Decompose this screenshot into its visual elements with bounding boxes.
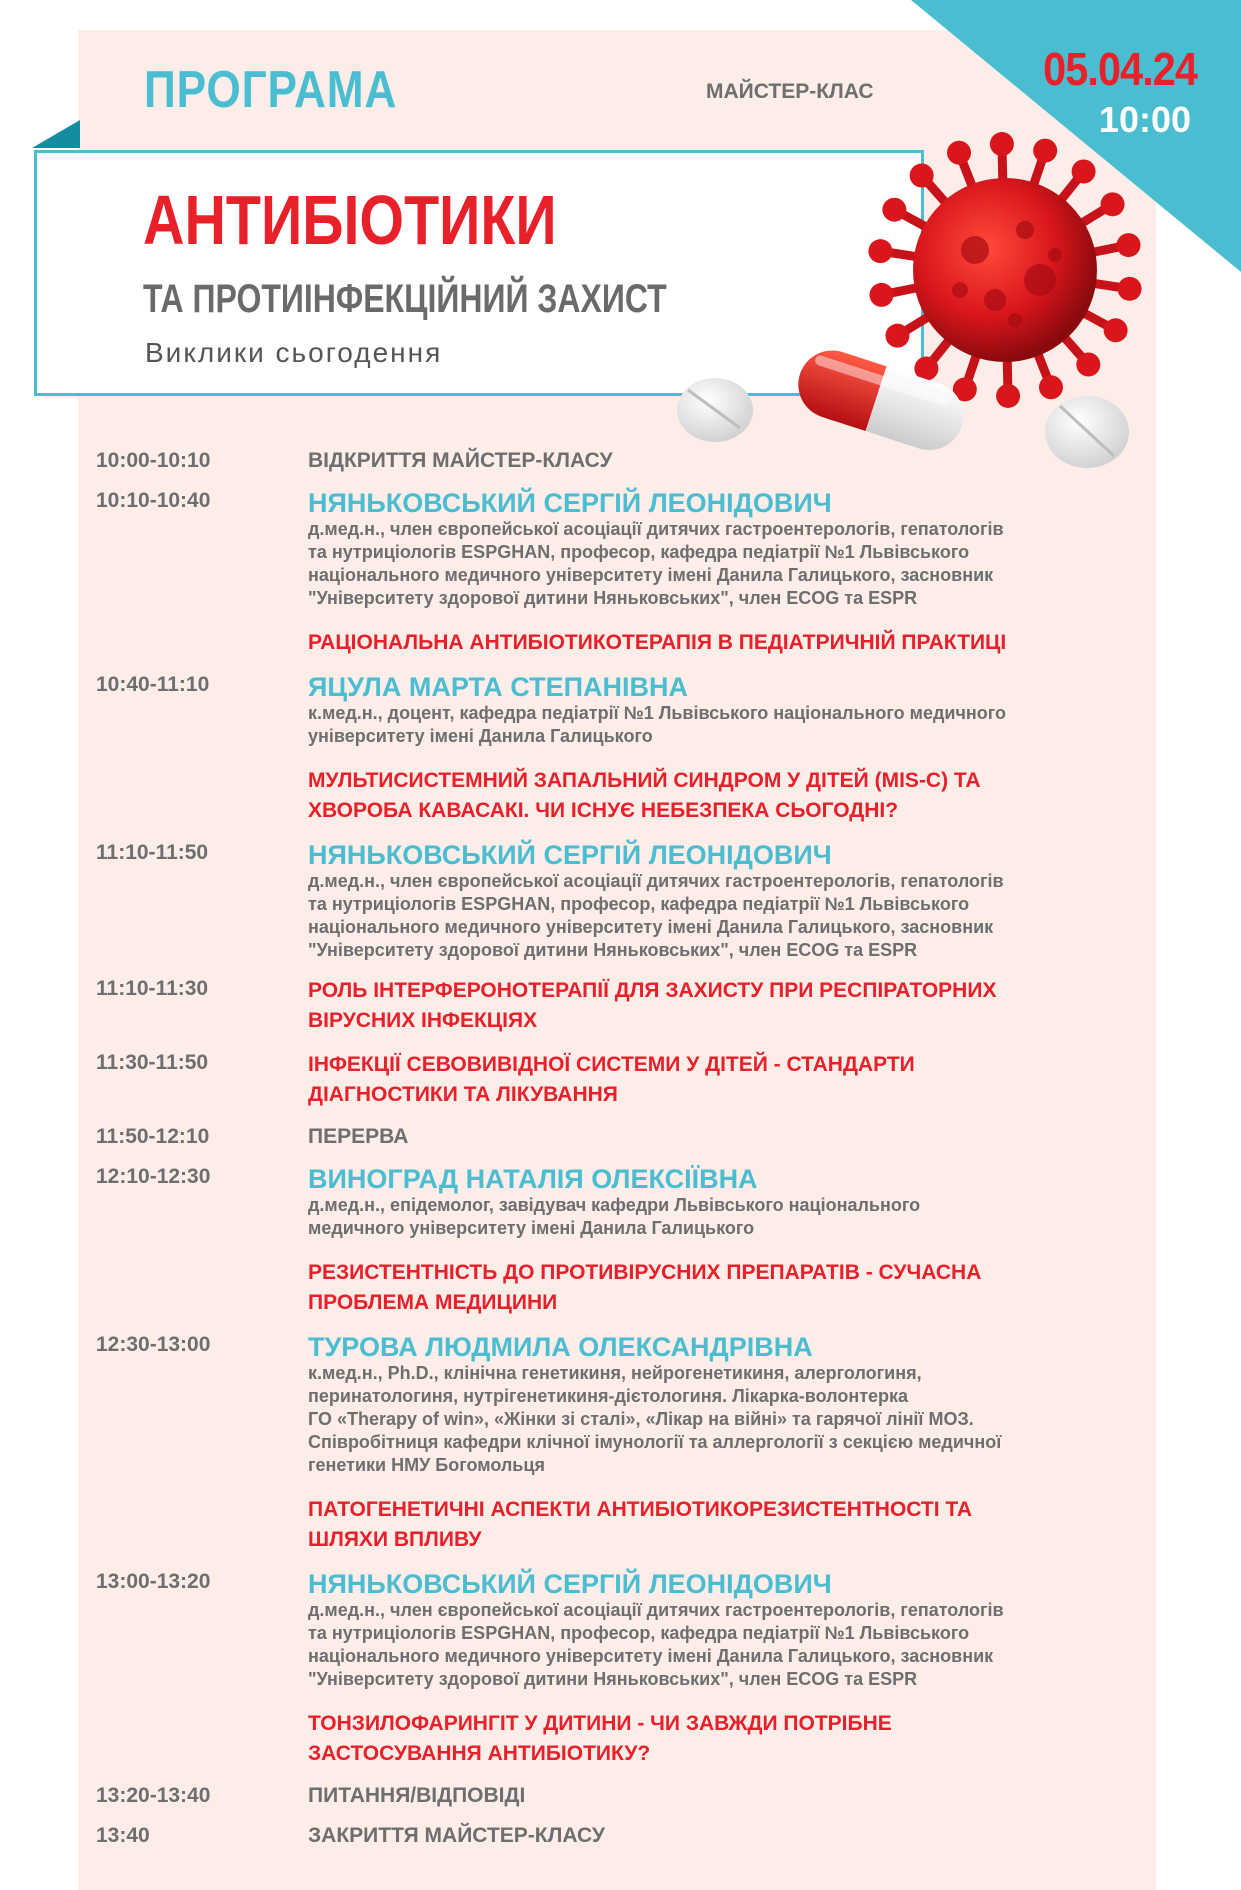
title-box-tab xyxy=(32,120,80,148)
talk-title: ПАТОГЕНЕТИЧНІ АСПЕКТИ АНТИБІОТИКОРЕЗИСТЕНТНОСТІ ТА xyxy=(308,1498,973,1521)
schedule-row xyxy=(96,448,1136,474)
subtitle: ТА ПРОТИІНФЕКЦІЙНИЙ ЗАХИСТ xyxy=(143,277,667,321)
tagline: Виклики сьогодення xyxy=(145,337,443,368)
speaker-credentials: "Університету здорової дитини Няньковських", член ECOG та ESPR xyxy=(308,1669,918,1689)
program-label: ПРОГРАМА xyxy=(144,61,398,119)
talk-title: ШЛЯХИ ВПЛИВУ xyxy=(308,1528,482,1551)
virus-icon xyxy=(868,132,1141,408)
schedule-content xyxy=(308,1783,1136,1809)
schedule-content xyxy=(308,1124,1136,1150)
talk-title: РАЦІОНАЛЬНА АНТИБІОТИКОТЕРАПІЯ В ПЕДІАТРИЧНІЙ ПРАКТИЦІ xyxy=(308,631,1007,654)
schedule-item-label: ПЕРЕРВА xyxy=(308,1125,409,1148)
schedule-item-label: ВІДКРИТТЯ МАЙСТЕР-КЛАСУ xyxy=(308,449,613,472)
schedule-item-label: ЗАКРИТТЯ МАЙСТЕР-КЛАСУ xyxy=(308,1824,605,1847)
schedule-row xyxy=(96,1124,1136,1150)
schedule-time: 13:00-13:20 xyxy=(96,1570,211,1593)
schedule-time: 12:10-12:30 xyxy=(96,1165,211,1188)
event-time: 10:00 xyxy=(1098,99,1191,140)
schedule-content xyxy=(308,448,1136,474)
talk-title: ВІРУСНИХ ІНФЕКЦІЯХ xyxy=(308,1009,538,1032)
speaker-name: ВИНОГРАД НАТАЛІЯ ОЛЕКСІЇВНА xyxy=(308,1164,758,1194)
main-title: АНТИБІОТИКИ xyxy=(143,181,557,259)
capsule-icon xyxy=(789,342,972,459)
talk-title: РОЛЬ ІНТЕРФЕРОНОТЕРАПІЇ ДЛЯ ЗАХИСТУ ПРИ РЕСПІРАТОРНИХ xyxy=(308,979,997,1002)
schedule-time: 10:00-10:10 xyxy=(96,449,211,472)
schedule-content xyxy=(308,840,1136,962)
speaker-credentials: медичного університету імені Данила Галицького xyxy=(308,1218,755,1238)
speaker-credentials: д.мед.н., член європейської асоціації дитячих гастроентерологів, гепатологів xyxy=(308,1600,1004,1620)
schedule-time: 12:30-13:00 xyxy=(96,1333,211,1356)
tablet-left-icon xyxy=(677,378,753,442)
talk-title: ІНФЕКЦІЇ СЕВОВИВІДНОЇ СИСТЕМИ У ДІТЕЙ - СТАНДАРТИ xyxy=(308,1053,915,1076)
talk-title: РЕЗИСТЕНТНІСТЬ ДО ПРОТИВІРУСНИХ ПРЕПАРАТІВ - СУЧАСНА xyxy=(308,1261,982,1284)
speaker-credentials: національного медичного університету імені Данила Галицького, засновник xyxy=(308,917,994,937)
virus-and-pills-illustration xyxy=(640,110,1160,480)
speaker-name: НЯНЬКОВСЬКИЙ СЕРГІЙ ЛЕОНІДОВИЧ xyxy=(308,488,832,518)
speaker-credentials: та нутриціологів ESPGHAN, професор, кафедра педіатрії №1 Львівського xyxy=(308,894,970,914)
speaker-credentials: д.мед.н., епідемолог, завідувач кафедри Львівського національного xyxy=(308,1195,921,1215)
speaker-name: НЯНЬКОВСЬКИЙ СЕРГІЙ ЛЕОНІДОВИЧ xyxy=(308,1569,832,1599)
schedule-row xyxy=(96,1823,1136,1849)
schedule-time: 11:30-11:50 xyxy=(96,1051,209,1074)
schedule-content xyxy=(308,488,1136,658)
speaker-credentials: генетики НМУ Богомольця xyxy=(308,1455,545,1475)
schedule-content xyxy=(308,976,1136,1036)
schedule-time: 11:50-12:10 xyxy=(96,1125,210,1148)
schedule-content xyxy=(308,1823,1136,1849)
speaker-credentials: Співробітниця кафедри клічної імунології та аллергології з секцією медичної xyxy=(308,1432,1002,1452)
speaker-name: ЯЦУЛА МАРТА СТЕПАНІВНА xyxy=(308,672,689,702)
schedule-row xyxy=(96,672,1136,826)
schedule-row xyxy=(96,840,1136,962)
event-date: 05.04.24 xyxy=(1043,43,1197,95)
speaker-credentials: та нутриціологів ESPGHAN, професор, кафедра педіатрії №1 Львівського xyxy=(308,1623,970,1643)
schedule-row xyxy=(96,1050,1136,1110)
schedule-content xyxy=(308,1050,1136,1110)
schedule-time: 10:10-10:40 xyxy=(96,489,211,512)
speaker-credentials: д.мед.н., член європейської асоціації дитячих гастроентерологів, гепатологів xyxy=(308,519,1004,539)
schedule-content xyxy=(308,1569,1136,1769)
speaker-credentials: національного медичного університету імені Данила Галицького, засновник xyxy=(308,565,994,585)
schedule-time: 11:10-11:50 xyxy=(96,841,209,864)
schedule-time: 13:40 xyxy=(96,1824,150,1847)
talk-title: ДІАГНОСТИКИ ТА ЛІКУВАННЯ xyxy=(308,1083,618,1106)
speaker-credentials: "Університету здорової дитини Няньковських", член ECOG та ESPR xyxy=(308,940,918,960)
schedule-content xyxy=(308,1332,1136,1555)
schedule-item-label: ПИТАННЯ/ВІДПОВІДІ xyxy=(308,1784,526,1807)
schedule-row xyxy=(96,976,1136,1036)
talk-title: ТОНЗИЛОФАРИНГІТ У ДИТИНИ - ЧИ ЗАВЖДИ ПОТРІБНЕ xyxy=(308,1712,892,1735)
schedule-row xyxy=(96,488,1136,658)
speaker-credentials: національного медичного університету імені Данила Галицького, засновник xyxy=(308,1646,994,1666)
event-type: МАЙСТЕР-КЛАС xyxy=(706,80,874,103)
speaker-credentials: д.мед.н., член європейської асоціації дитячих гастроентерологів, гепатологів xyxy=(308,871,1004,891)
schedule-time: 11:10-11:30 xyxy=(96,977,209,1000)
schedule-row xyxy=(96,1332,1136,1555)
speaker-credentials: к.мед.н., доцент, кафедра педіатрії №1 Львівського національного медичного xyxy=(308,703,1007,723)
schedule-time: 10:40-11:10 xyxy=(96,673,210,696)
speaker-credentials: перинатологиня, нутрігенетикиня-дієтологиня. Лікарка-волонтерка xyxy=(308,1386,909,1406)
talk-title: ПРОБЛЕМА МЕДИЦИНИ xyxy=(308,1291,558,1314)
schedule-row xyxy=(96,1783,1136,1809)
schedule-content xyxy=(308,1164,1136,1318)
talk-title: ЗАСТОСУВАННЯ АНТИБІОТИКУ? xyxy=(308,1742,651,1765)
talk-title: МУЛЬТИСИСТЕМНИЙ ЗАПАЛЬНИЙ СИНДРОМ У ДІТЕЙ (MIS-C) ТА xyxy=(308,769,981,792)
schedule-row xyxy=(96,1569,1136,1769)
speaker-credentials: к.мед.н., Ph.D., клінічна генетикиня, нейрогенетикиня, алергологиня, xyxy=(308,1363,922,1383)
speaker-credentials: ГО «Therapy of win», «Жінки зі сталі», «Лікар на війні» та гарячої лінії МОЗ. xyxy=(308,1409,974,1429)
schedule-time: 13:20-13:40 xyxy=(96,1784,211,1807)
schedule-list xyxy=(96,448,1136,1863)
speaker-credentials: та нутриціологів ESPGHAN, професор, кафедра педіатрії №1 Львівського xyxy=(308,542,970,562)
schedule-content xyxy=(308,672,1136,826)
schedule-row xyxy=(96,1164,1136,1318)
speaker-name: ТУРОВА ЛЮДМИЛА ОЛЕКСАНДРІВНА xyxy=(308,1332,813,1362)
speaker-credentials: "Університету здорової дитини Няньковських", член ECOG та ESPR xyxy=(308,588,918,608)
talk-title: ХВОРОБА КАВАСАКІ. ЧИ ІСНУЄ НЕБЕЗПЕКА СЬОГОДНІ? xyxy=(308,799,899,822)
speaker-name: НЯНЬКОВСЬКИЙ СЕРГІЙ ЛЕОНІДОВИЧ xyxy=(308,840,832,870)
speaker-credentials: університету імені Данила Галицького xyxy=(308,726,653,746)
